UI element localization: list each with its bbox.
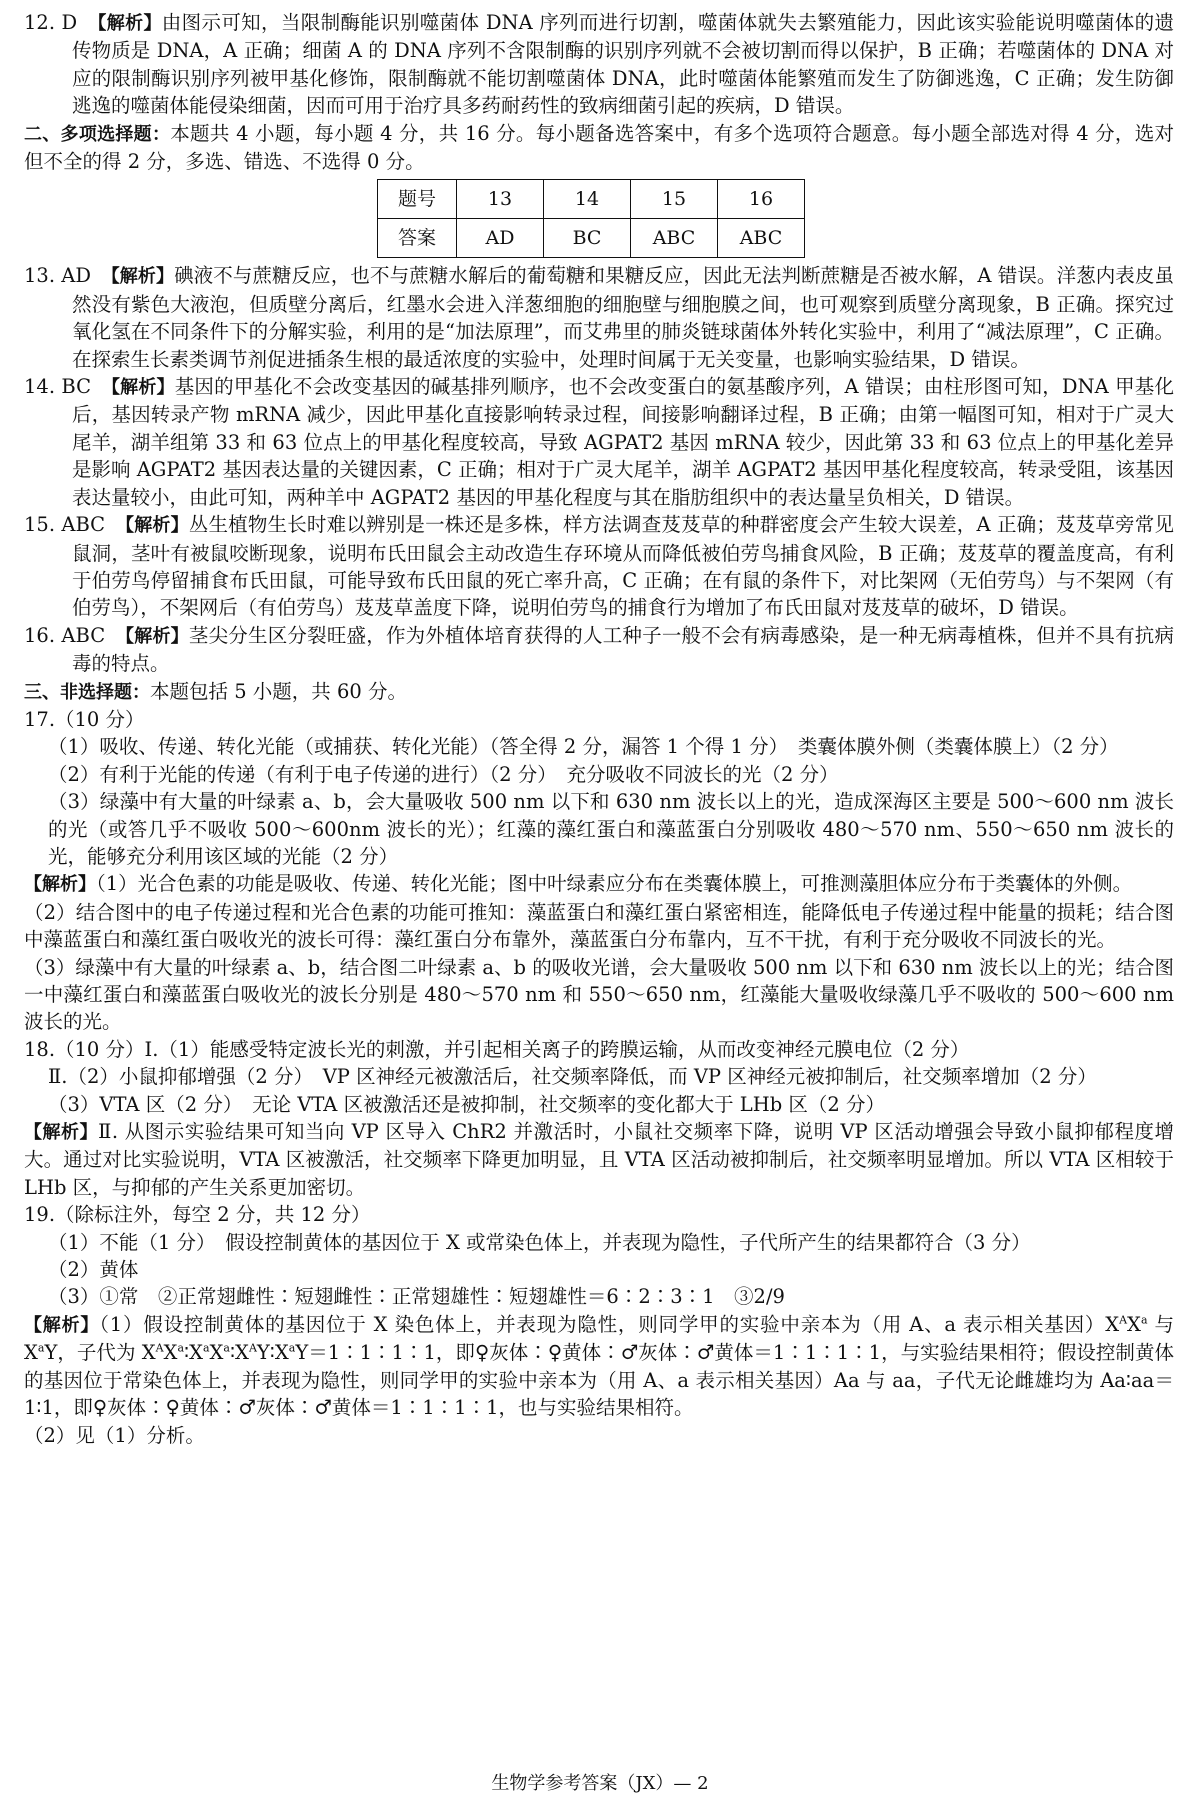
table-cell: ABC — [718, 219, 805, 258]
section2-heading — [24, 120, 1174, 176]
q13-tag: 【解析】 — [110, 266, 175, 288]
q18-tag: 【解析】 — [24, 1122, 99, 1144]
answer-table-wrap — [24, 179, 1174, 258]
answer-page — [24, 9, 1174, 1449]
q13-paragraph — [24, 262, 1174, 373]
table-cell: 13 — [457, 180, 544, 219]
q15-number: 15. ABC — [24, 513, 106, 537]
q19-answer-3: （3）①常 ②正常翅雌性∶短翅雌性∶正常翅雄性∶短翅雄性＝6∶2∶3∶1 ③2/9 — [48, 1285, 785, 1309]
q15-tag: 【解析】 — [125, 515, 189, 537]
q14-tag: 【解析】 — [110, 377, 175, 399]
section2-title: 二、多项选择题： — [24, 123, 171, 145]
q19-explain-1 — [24, 1311, 1174, 1422]
q15-paragraph — [24, 511, 1174, 622]
q18-answer-3: （3）VTA 区（2 分） 无论 VTA 区被激活还是被抑制，社交频率的变化都大于 LHb 区（2 分） — [48, 1092, 886, 1116]
q14-text: 基因的甲基化不会改变基因的碱基排列顺序，也不会改变蛋白的氨基酸序列，A 错误；由柱形图可知，DNA 甲基化后，基因转录产物 mRNA 减少，因此甲基化直接影响转录过程，间接影响翻译过程，B 正确；由第一幅图可知，相对于广灵大尾羊，湖羊组第 33 和 63 位点上的甲基化程度较高，导致 AGPAT2 基因 mRNA 较少，因此第 33 和 63 位点上的甲基化差异是影响 AGPAT2 基因表达量的关键因素，C 正确；相对于广灵大尾羊，湖羊 AGPAT2 基因甲基化程度较高，转录受阻，该基因表达量较小，由此可知，两种羊中 AGPAT2 基因的甲基化程度与其在脂肪组织中的表达量呈负相关，D 错误。 — [72, 375, 1174, 509]
table-cell: BC — [544, 219, 631, 258]
q17-head: 17.（10 分） — [24, 707, 145, 731]
table-cell: AD — [457, 219, 544, 258]
section2-text: 本题共 4 小题，每小题 4 分，共 16 分。每小题备选答案中，有多个选项符合题意。每小题全部选对得 4 分，选对但不全的得 2 分，多选、错选、不选得 0 分。 — [24, 121, 1174, 174]
q14-number: 14. BC — [24, 375, 92, 399]
q19-answer-2: （2）黄体 — [48, 1258, 139, 1282]
q12-paragraph — [24, 9, 1174, 120]
table-cell: 15 — [631, 180, 718, 219]
table-row — [378, 180, 805, 219]
q17-explain-3: （3）绿藻中有大量的叶绿素 a、b，结合图二叶绿素 a、b 的吸收光谱，会大量吸收 500 nm 以下和 630 nm 波长以上的光；结合图一中藻红蛋白和藻蓝蛋白吸收光的波长分别是 480～570 nm 和 550～650 nm，红藻能大量吸收绿藻几乎不吸收的 500～600 nm 波长的光。 — [24, 955, 1174, 1034]
section3-heading — [24, 678, 1174, 706]
q16-text: 茎尖分生区分裂旺盛，作为外植体培育获得的人工种子一般不会有病毒感染，是一种无病毒植株，但并不具有抗病毒的特点。 — [72, 623, 1174, 676]
table-cell: 题号 — [378, 180, 457, 219]
table-cell: ABC — [631, 219, 718, 258]
q18-explain — [24, 1118, 1174, 1201]
q19-explain-post: ，即♀灰体∶♀黄体∶♂灰体∶♂黄体＝1∶1∶1∶1，与实验结果相符；假设控制黄体的基因位于常染色体上，并表现为隐性，则同学甲的实验中亲本为（用 A、a 表示相关基因）Aa 与 aa，子代无论雌雄均为 Aa∶aa＝1∶1，即♀灰体∶♀黄体∶♂灰体∶♂黄体＝1∶1∶1∶1，也与实验结果相符。 — [24, 1341, 1174, 1420]
q12-tag: 【解析】 — [97, 13, 162, 34]
q17-explain-1-text: （1）光合色素的功能是吸收、传递、转化光能；图中叶绿素应分布在类囊体膜上，可推测藻胆体应分布于类囊体的外侧。 — [96, 872, 1133, 896]
q19-genotype-text: $X^AX^a$ 与 $X^aY$，子代为 $X^AX^a∶X^aX^a∶X^AY∶X^aY=1∶1∶1∶1$ — [24, 1312, 1175, 1365]
q17-answer-1: （1）吸收、传递、转化光能（或捕获、转化光能）（答全得 2 分，漏答 1 个得 1 分） 类囊体膜外侧（类囊体膜上）（2 分） — [48, 735, 1119, 759]
q16-tag: 【解析】 — [125, 625, 189, 647]
table-cell: 14 — [544, 180, 631, 219]
table-row — [378, 219, 805, 258]
q17-answer-2: （2）有利于光能的传递（有利于电子传递的进行）（2 分） 充分吸收不同波长的光（2 分） — [48, 762, 839, 786]
q12-text: 由图示可知，当限制酶能识别噬菌体 DNA 序列而进行切割，噬菌体就失去繁殖能力，因此该实验能说明噬菌体的遗传物质是 DNA，A 正确；细菌 A 的 DNA 序列不含限制酶的识别序列就不会被切割而得以保护，B 正确；若噬菌体的 DNA 对应的限制酶识别序列被甲基化修饰，限制酶就不能切割噬菌体 DNA，此时噬菌体能繁殖而发生了防御逃逸，C 正确；发生防御逃逸的噬菌体能侵染细菌，因而可用于治疗具多药耐药性的致病细菌引起的疾病，D 错误。 — [72, 11, 1174, 118]
q15-text: 丛生植物生长时难以辨别是一株还是多株，样方法调查芨芨草的种群密度会产生较大误差，A 正确；芨芨草旁常见鼠洞，茎叶有被鼠咬断现象，说明布氏田鼠会主动改造生存环境从而降低被伯劳鸟捕食风险，B 正确；芨芨草的覆盖度高，有利于伯劳鸟停留捕食布氏田鼠，可能导致布氏田鼠的死亡率升高，C 正确；在有鼠的条件下，对比架网（无伯劳鸟）与不架网（有伯劳鸟），不架网后（有伯劳鸟）芨芨草盖度下降，说明伯劳鸟的捕食行为增加了布氏田鼠对芨芨草的破坏，D 错误。 — [72, 513, 1174, 620]
section3-title: 三、非选择题： — [24, 681, 150, 703]
q19-tag: 【解析】 — [24, 1314, 100, 1336]
table-cell: 答案 — [378, 219, 457, 258]
q17-answer-3: （3）绿藻中有大量的叶绿素 a、b，会大量吸收 500 nm 以下和 630 nm 波长以上的光，造成深海区主要是 500～600 nm 波长的光（或答几乎不吸收 500～600nm 波长的光）；红藻的藻红蛋白和藻蓝蛋白分别吸收 480～570 nm、550～650 nm 波长的光，能够充分利用该区域的光能（2 分） — [48, 790, 1174, 868]
q17-explain-2: （2）结合图中的电子传递过程和光合色素的功能可推知：藻蓝蛋白和藻红蛋白紧密相连，能降低电子传递过程中能量的损耗；结合图中藻蓝蛋白和藻红蛋白吸收光的波长可得：藻红蛋白分布靠外，藻蓝蛋白分布靠内，互不干扰，有利于充分吸收不同波长的光。 — [24, 900, 1174, 952]
q19-head: 19.（除标注外，每空 2 分，共 12 分） — [24, 1203, 371, 1227]
q18-explain-text: Ⅱ. 从图示实验结果可知当向 VP 区导入 ChR2 并激活时，小鼠社交频率下降，说明 VP 区活动增强会导致小鼠抑郁程度增大。通过对比实验说明，VTA 区被激活，社交频率下降更加明显，且 VTA 区活动被抑制后，社交频率明显增加。所以 VTA 区相较于 LHb 区，与抑郁的产生关系更加密切。 — [24, 1120, 1175, 1199]
q13-text: 碘液不与蔗糖反应，也不与蔗糖水解后的葡萄糖和果糖反应，因此无法判断蔗糖是否被水解，A 错误。洋葱内表皮虽然没有紫色大液泡，但质壁分离后，红墨水会进入洋葱细胞的细胞壁与细胞膜之间，也可观察到质壁分离现象，B 正确。探究过氧化氢在不同条件下的分解实验，利用的是“加法原理”，而艾弗里的肺炎链球菌体外转化实验中，利用了“减法原理”，C 正确。在探索生长素类调节剂促进插条生根的最适浓度的实验中，处理时间属于无关变量，也影响实验结果，D 错误。 — [72, 264, 1174, 371]
q16-number: 16. ABC — [24, 623, 106, 647]
q14-paragraph — [24, 373, 1174, 511]
page-footer: 生物学参考答案（JX）— 2 — [491, 1773, 709, 1794]
answer-table — [377, 179, 805, 258]
q18-head: 18.（10 分）Ⅰ.（1）能感受特定波长光的刺激，并引起相关离子的跨膜运输，从而改变神经元膜电位（2 分） — [24, 1037, 970, 1061]
section3-text: 本题包括 5 小题，共 60 分。 — [150, 679, 408, 703]
table-cell: 16 — [718, 180, 805, 219]
q19-explain-pre: （1）假设控制黄体的基因位于 X 染色体上，并表现为隐性，则同学甲的实验中亲本为（用 A、a 表示相关基因） — [99, 1312, 1106, 1336]
q19-explain-2: （2）见（1）分析。 — [24, 1423, 205, 1447]
q19-answer-1: （1）不能（1 分） 假设控制黄体的基因位于 X 或常染色体上，并表现为隐性，子代所产生的结果都符合（3 分） — [48, 1230, 1031, 1254]
q17-tag: 【解析】 — [24, 874, 96, 896]
q18-answer-2: Ⅱ.（2）小鼠抑郁增强（2 分） VP 区神经元被激活后，社交频率降低，而 VP 区神经元被抑制后，社交频率增加（2 分） — [48, 1065, 1097, 1089]
q16-paragraph — [24, 622, 1174, 678]
q13-number: 13. AD — [24, 264, 92, 288]
q12-number: 12. D — [24, 11, 78, 34]
q17-explain-1 — [24, 870, 1174, 898]
